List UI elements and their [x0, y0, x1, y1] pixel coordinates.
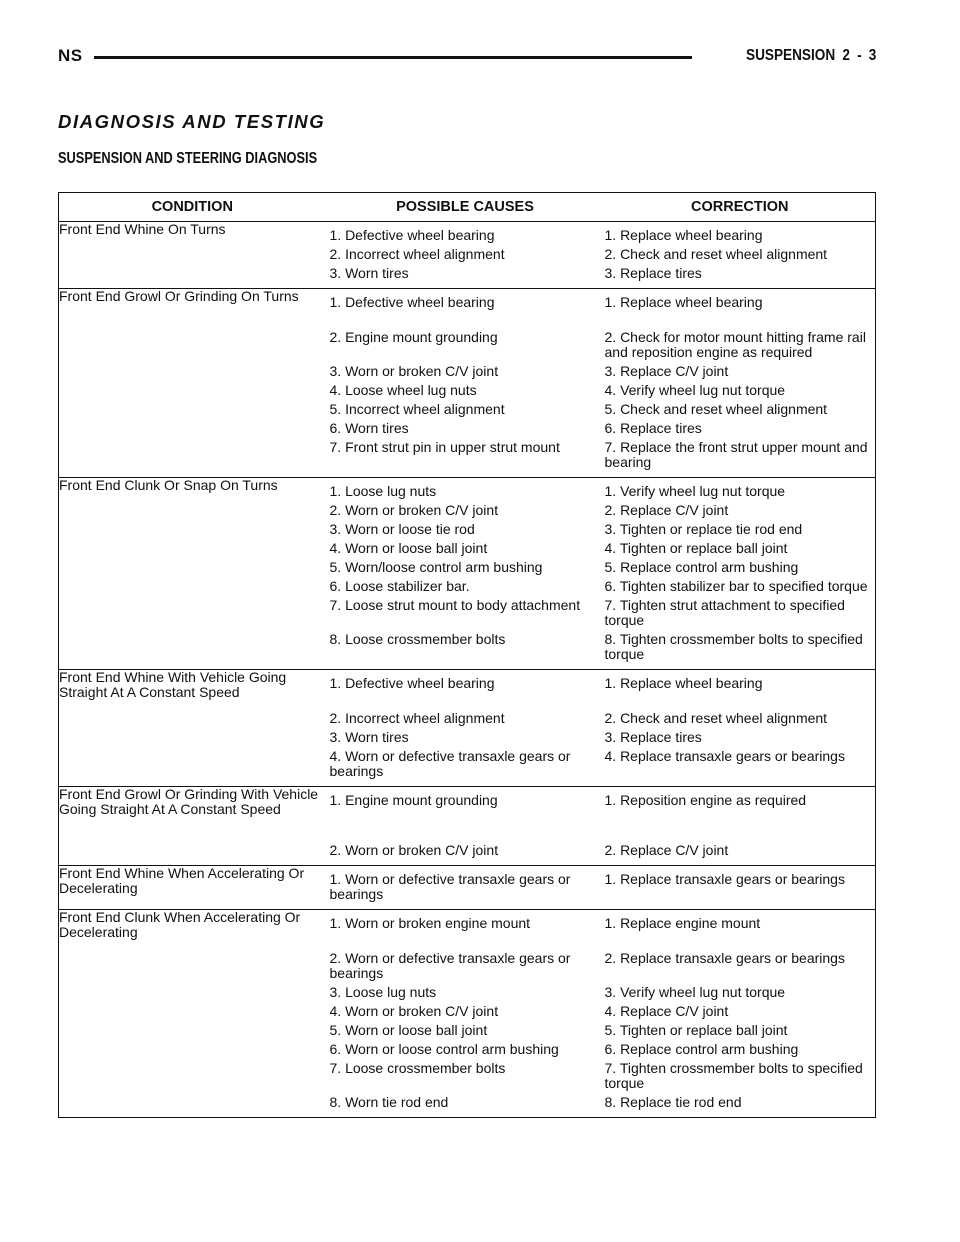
- column-header-causes: POSSIBLE CAUSES: [396, 198, 534, 215]
- correction: 8. Tighten crossmember bolts to specified torque: [604, 631, 863, 662]
- causes-corrections-cell: [326, 670, 876, 787]
- cause-correction-pair: [326, 1042, 876, 1057]
- column-header-correction: CORRECTION: [691, 198, 789, 215]
- cause-correction-pair: [326, 247, 876, 262]
- correction: 4. Replace transaxle gears or bearings: [604, 748, 845, 764]
- cause-correction-pair: [326, 1023, 876, 1038]
- column-header-condition: CONDITION: [59, 193, 326, 222]
- sub-title: SUSPENSION AND STEERING DIAGNOSIS: [58, 150, 318, 167]
- possible-cause: 2. Engine mount grounding: [329, 329, 498, 345]
- correction: 5. Tighten or replace ball joint: [604, 1022, 788, 1038]
- possible-cause: 6. Loose stabilizer bar.: [329, 578, 470, 594]
- possible-cause: 1. Defective wheel bearing: [329, 294, 495, 310]
- possible-cause: 6. Worn or loose control arm bushing: [329, 1041, 559, 1057]
- possible-cause: 1. Defective wheel bearing: [329, 675, 495, 691]
- cause-correction-pair: [326, 383, 876, 398]
- correction: 1. Reposition engine as required: [604, 792, 807, 808]
- correction: 3. Verify wheel lug nut torque: [604, 984, 786, 1000]
- correction: 8. Replace tie rod end: [604, 1094, 742, 1110]
- table-row: [59, 289, 876, 478]
- possible-cause: 8. Loose crossmember bolts: [329, 631, 506, 647]
- possible-cause: 3. Worn tires: [329, 265, 409, 281]
- correction: 1. Verify wheel lug nut torque: [604, 483, 786, 499]
- cause-correction-pair: [326, 266, 876, 281]
- causes-corrections-cell: [326, 222, 876, 289]
- possible-cause: 5. Worn/loose control arm bushing: [329, 559, 543, 575]
- possible-cause: 1. Defective wheel bearing: [329, 227, 495, 243]
- header-model-code: NS: [58, 46, 83, 65]
- possible-cause: 4. Worn or loose ball joint: [329, 540, 488, 556]
- possible-cause: 2. Worn or broken C/V joint: [329, 842, 499, 858]
- table-row: [59, 478, 876, 670]
- possible-cause: 5. Worn or loose ball joint: [329, 1022, 488, 1038]
- possible-cause: 4. Worn or broken C/V joint: [329, 1003, 499, 1019]
- correction: 1. Replace transaxle gears or bearings: [604, 871, 845, 887]
- cause-correction-pair: [326, 1061, 876, 1091]
- correction: 3. Replace tires: [604, 265, 702, 281]
- cause-correction-pair: [326, 402, 876, 417]
- correction: 6. Replace tires: [604, 420, 702, 436]
- condition-cell: Front End Whine On Turns: [59, 222, 326, 289]
- possible-cause: 4. Worn or defective transaxle gears or bearings: [329, 748, 571, 779]
- correction: 2. Check and reset wheel alignment: [604, 710, 828, 726]
- possible-cause: 7. Front strut pin in upper strut mount: [329, 439, 560, 455]
- possible-cause: 2. Incorrect wheel alignment: [329, 246, 505, 262]
- correction: 4. Tighten or replace ball joint: [604, 540, 788, 556]
- correction: 6. Replace control arm bushing: [604, 1041, 799, 1057]
- cause-correction-pair: [326, 579, 876, 594]
- cause-correction-pair: [326, 843, 876, 858]
- table-row: [59, 910, 876, 1118]
- possible-cause: 1. Worn or defective transaxle gears or bearings: [329, 871, 571, 902]
- section-title: DIAGNOSIS AND TESTING: [58, 111, 326, 132]
- condition-cell: Front End Clunk Or Snap On Turns: [59, 478, 326, 670]
- condition-cell: Front End Growl Or Grinding On Turns: [59, 289, 326, 478]
- column-header-causes-correction: [326, 193, 876, 222]
- condition-cell: Front End Growl Or Grinding With Vehicle Going Straight At A Constant Speed: [59, 787, 326, 866]
- cause-correction-pair: [326, 711, 876, 726]
- cause-correction-pair: [326, 541, 876, 556]
- correction: 1. Replace engine mount: [604, 915, 761, 931]
- cause-correction-pair: [326, 730, 876, 745]
- header-section-page: SUSPENSION 2 - 3: [745, 47, 876, 64]
- correction: 7. Replace the front strut upper mount and bearing: [604, 439, 868, 470]
- correction: 2. Check and reset wheel alignment: [604, 246, 828, 262]
- header-rule: [94, 56, 692, 59]
- possible-cause: 3. Worn or loose tie rod: [329, 521, 475, 537]
- page-header: [58, 44, 876, 72]
- possible-cause: 4. Loose wheel lug nuts: [329, 382, 477, 398]
- correction: 1. Replace wheel bearing: [604, 227, 763, 243]
- cause-correction-pair: [326, 560, 876, 575]
- possible-cause: 8. Worn tie rod end: [329, 1094, 449, 1110]
- possible-cause: 3. Loose lug nuts: [329, 984, 437, 1000]
- table-row: [59, 787, 876, 866]
- table-row: [59, 670, 876, 787]
- cause-correction-pair: [326, 421, 876, 436]
- condition-cell: Front End Whine When Accelerating Or Decelerating: [59, 866, 326, 910]
- correction: 3. Replace tires: [604, 729, 702, 745]
- cause-correction-pair: [326, 228, 876, 243]
- correction: 1. Replace wheel bearing: [604, 675, 763, 691]
- possible-cause: 3. Worn or broken C/V joint: [329, 363, 499, 379]
- correction: 5. Replace control arm bushing: [604, 559, 799, 575]
- condition-cell: Front End Clunk When Accelerating Or Decelerating: [59, 910, 326, 1118]
- correction: 4. Verify wheel lug nut torque: [604, 382, 786, 398]
- cause-correction-pair: [326, 484, 876, 499]
- cause-correction-pair: [326, 522, 876, 537]
- table-row: [59, 222, 876, 289]
- correction: 5. Check and reset wheel alignment: [604, 401, 828, 417]
- cause-correction-pair: [326, 793, 876, 808]
- possible-cause: 6. Worn tires: [329, 420, 409, 436]
- causes-corrections-cell: [326, 478, 876, 670]
- cause-correction-pair: [326, 872, 876, 902]
- causes-corrections-cell: [326, 787, 876, 866]
- correction: 2. Check for motor mount hitting frame rail and reposition engine as required: [604, 329, 866, 360]
- possible-cause: 2. Worn or broken C/V joint: [329, 502, 499, 518]
- cause-correction-pair: [326, 330, 876, 360]
- cause-correction-pair: [326, 676, 876, 691]
- table-header-row: [59, 193, 876, 222]
- cause-correction-pair: [326, 440, 876, 470]
- correction: 2. Replace transaxle gears or bearings: [604, 950, 845, 966]
- correction: 3. Tighten or replace tie rod end: [604, 521, 803, 537]
- condition-cell: Front End Whine With Vehicle Going Straight At A Constant Speed: [59, 670, 326, 787]
- cause-correction-pair: [326, 985, 876, 1000]
- possible-cause: 3. Worn tires: [329, 729, 409, 745]
- correction: 6. Tighten stabilizer bar to specified torque: [604, 578, 868, 594]
- correction: 7. Tighten crossmember bolts to specified torque: [604, 1060, 863, 1091]
- possible-cause: 1. Loose lug nuts: [329, 483, 437, 499]
- correction: 4. Replace C/V joint: [604, 1003, 729, 1019]
- diagnosis-table: [58, 192, 876, 1118]
- cause-correction-pair: [326, 951, 876, 981]
- possible-cause: 1. Engine mount grounding: [329, 792, 498, 808]
- cause-correction-pair: [326, 598, 876, 628]
- correction: 7. Tighten strut attachment to specified torque: [604, 597, 845, 628]
- possible-cause: 1. Worn or broken engine mount: [329, 915, 531, 931]
- correction: 2. Replace C/V joint: [604, 502, 729, 518]
- cause-correction-pair: [326, 503, 876, 518]
- cause-correction-pair: [326, 1095, 876, 1110]
- cause-correction-pair: [326, 632, 876, 662]
- cause-correction-pair: [326, 749, 876, 779]
- cause-correction-pair: [326, 364, 876, 379]
- possible-cause: 7. Loose strut mount to body attachment: [329, 597, 581, 613]
- causes-corrections-cell: [326, 289, 876, 478]
- possible-cause: 2. Incorrect wheel alignment: [329, 710, 505, 726]
- possible-cause: 7. Loose crossmember bolts: [329, 1060, 506, 1076]
- cause-correction-pair: [326, 1004, 876, 1019]
- correction: 1. Replace wheel bearing: [604, 294, 763, 310]
- possible-cause: 2. Worn or defective transaxle gears or bearings: [329, 950, 571, 981]
- causes-corrections-cell: [326, 866, 876, 910]
- cause-correction-pair: [326, 916, 876, 931]
- table-row: [59, 866, 876, 910]
- correction: 3. Replace C/V joint: [604, 363, 729, 379]
- possible-cause: 5. Incorrect wheel alignment: [329, 401, 505, 417]
- correction: 2. Replace C/V joint: [604, 842, 729, 858]
- causes-corrections-cell: [326, 910, 876, 1118]
- cause-correction-pair: [326, 295, 876, 310]
